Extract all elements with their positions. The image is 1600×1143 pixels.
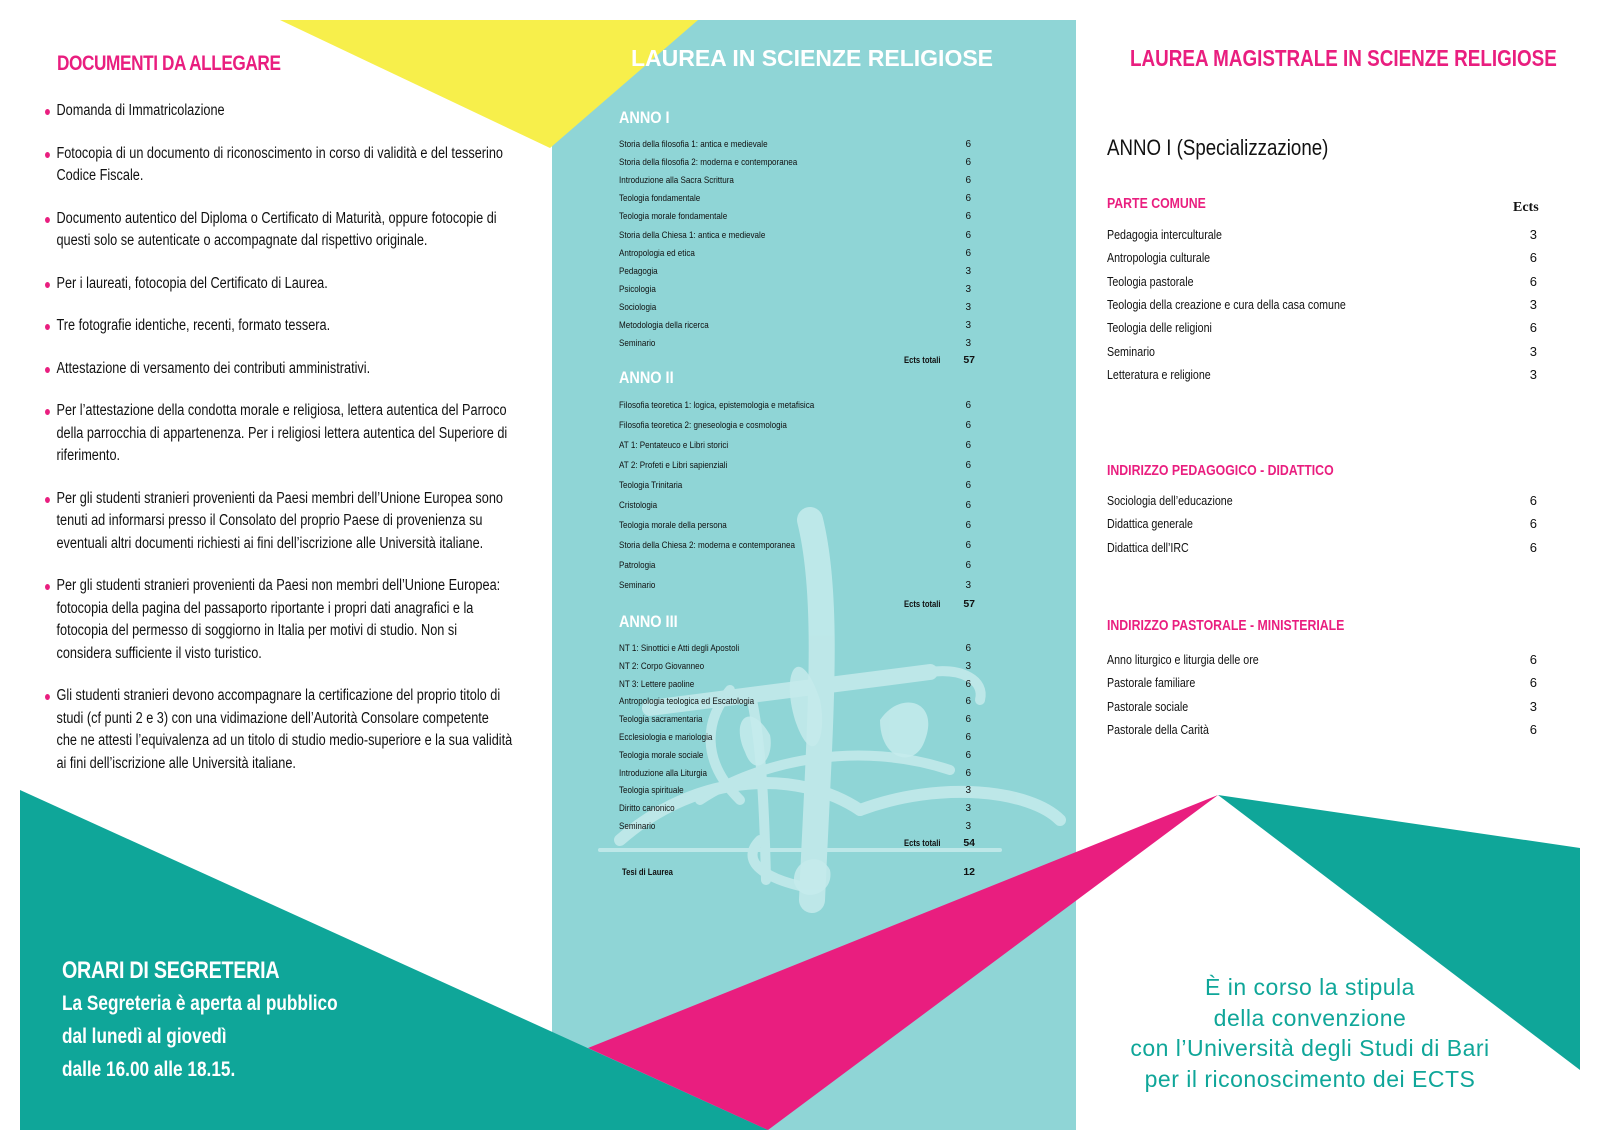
course-name: Filosofia teoretica 2: gneseologia e cosmologia — [619, 420, 787, 431]
course-name: Storia della Chiesa 1: antica e medievale — [619, 229, 766, 241]
course-name: Diritto canonico — [619, 803, 675, 815]
course-ects: 6 — [965, 211, 971, 223]
course-name: Storia della Chiesa 2: moderna e contemporanea — [619, 540, 795, 551]
total-row — [619, 353, 981, 369]
year-2-title: ANNO II — [619, 368, 674, 387]
table-row — [619, 301, 981, 317]
table-row — [619, 319, 981, 335]
list-item — [45, 143, 512, 188]
list-item-text: Documento autentico del Diploma o Certificato di Maturità, oppure fotocopie di questi solo se autenticate o accompagnate dal rispettivo originale. — [56, 209, 497, 249]
course-ects: 6 — [965, 749, 971, 761]
year-1-title: ANNO I — [619, 108, 670, 127]
course-name: Pedagogia interculturale — [1107, 227, 1222, 242]
course-name: Teologia pastorale — [1107, 273, 1194, 289]
table-row — [619, 459, 981, 475]
table-row — [619, 439, 981, 455]
course-name: Sociologia dell’educazione — [1107, 493, 1233, 508]
course-name: Teologia fondamentale — [619, 193, 701, 205]
office-hours-line: La Segreteria è aperta al pubblico — [62, 992, 338, 1015]
table-row — [619, 419, 981, 435]
course-name: Introduzione alla Sacra Scrittura — [619, 175, 734, 187]
course-ects: 6 — [965, 460, 971, 471]
course-ects: 3 — [1529, 296, 1537, 312]
course-ects: 3 — [965, 660, 971, 672]
course-ects: 6 — [965, 420, 971, 431]
course-name: Filosofia teoretica 1: logica, epistemologia e metafisica — [619, 400, 815, 411]
course-ects: 6 — [965, 229, 971, 241]
office-hours-line: dalle 16.00 alle 18.15. — [62, 1058, 236, 1081]
course-name: Metodologia della ricerca — [619, 320, 709, 331]
course-ects: 6 — [965, 714, 971, 726]
master-year-title: ANNO I (Specializzazione) — [1107, 135, 1329, 160]
course-name: Storia della filosofia 2: moderna e contemporanea — [619, 157, 798, 169]
table-row — [1107, 492, 1537, 512]
table-row — [619, 499, 981, 515]
common-section-title: PARTE COMUNE — [1107, 195, 1206, 212]
course-name: Cristologia — [619, 500, 658, 511]
table-row — [619, 802, 981, 818]
bullet-icon — [45, 217, 50, 223]
course-ects: 6 — [965, 139, 971, 150]
course-ects: 6 — [1529, 516, 1537, 532]
course-name: Seminario — [619, 821, 656, 832]
course-ects: 6 — [965, 247, 971, 259]
course-ects: 6 — [965, 157, 971, 169]
course-name: Teologia morale della persona — [619, 520, 727, 531]
course-name: Sociologia — [619, 301, 657, 313]
table-row — [619, 579, 981, 595]
table-row — [619, 247, 981, 263]
course-name: Psicologia — [619, 283, 656, 295]
course-name: Teologia spirituale — [619, 785, 684, 797]
course-name: Didattica dell’IRC — [1107, 539, 1189, 555]
table-row — [1107, 319, 1537, 339]
course-ects: 3 — [1529, 366, 1537, 382]
ects-header: Ects — [1513, 200, 1539, 215]
table-row — [619, 749, 981, 765]
total-label: Ects totali — [904, 355, 941, 366]
list-item — [45, 685, 512, 775]
course-ects: 3 — [965, 821, 971, 832]
list-item — [45, 273, 512, 296]
course-ects: 3 — [965, 803, 971, 815]
list-item — [45, 488, 512, 556]
table-row — [619, 820, 981, 836]
table-row — [619, 519, 981, 535]
course-name: AT 1: Pentateuco e Libri storici — [619, 440, 729, 451]
table-row — [1107, 366, 1537, 386]
course-name: Ecclesiologia e mariologia — [619, 732, 713, 743]
course-name: Didattica generale — [1107, 516, 1193, 532]
course-name: Antropologia teologica ed Escatologia — [619, 696, 755, 708]
thesis-row — [619, 865, 981, 881]
table-row — [1107, 343, 1537, 363]
course-ects: 6 — [965, 480, 971, 491]
table-row — [619, 283, 981, 299]
course-name: AT 2: Profeti e Libri sapienziali — [619, 460, 728, 471]
table-row — [1107, 698, 1537, 718]
course-ects: 3 — [1529, 227, 1537, 242]
table-row — [619, 229, 981, 245]
total-label: Ects totali — [904, 599, 941, 609]
course-ects: 3 — [965, 338, 971, 350]
table-row — [1107, 674, 1537, 694]
documents-title: DOCUMENTI DA ALLEGARE — [57, 52, 281, 75]
table-row — [619, 138, 981, 154]
course-ects: 3 — [965, 320, 971, 331]
list-item-text: Domanda di Immatricolazione — [56, 102, 225, 119]
bullet-icon — [45, 152, 50, 158]
bullet-icon — [45, 584, 50, 590]
course-ects: 6 — [1529, 539, 1537, 555]
table-row — [619, 559, 981, 575]
course-name: Pedagogia — [619, 265, 658, 277]
course-name: Pastorale sociale — [1107, 698, 1189, 714]
notice-line: della convenzione — [1213, 1004, 1407, 1031]
documents-list — [45, 100, 512, 775]
table-row — [619, 337, 981, 353]
course-ects: 6 — [965, 732, 971, 743]
course-ects: 3 — [965, 283, 971, 295]
course-ects: 6 — [1529, 652, 1537, 667]
course-ects: 6 — [1529, 721, 1537, 737]
table-row — [1107, 249, 1537, 269]
course-name: Anno liturgico e liturgia delle ore — [1107, 652, 1259, 667]
course-name: Seminario — [619, 580, 656, 591]
notice-line: È in corso la stipula — [1205, 974, 1415, 1000]
table-row — [1107, 273, 1537, 293]
notice-line: con l’Università degli Studi di Bari — [1130, 1035, 1490, 1061]
course-name: Seminario — [1107, 343, 1155, 359]
course-name: Antropologia culturale — [1107, 250, 1211, 266]
course-ects: 6 — [1529, 493, 1537, 508]
course-ects: 6 — [965, 767, 971, 779]
course-ects: 6 — [965, 643, 971, 654]
course-name: Introduzione alla Liturgia — [619, 767, 707, 779]
course-ects: 6 — [965, 696, 971, 708]
table-row — [619, 713, 981, 729]
bullet-icon — [45, 497, 50, 503]
course-ects: 3 — [965, 580, 971, 591]
table-row — [619, 539, 981, 555]
bullet-icon — [45, 409, 50, 415]
list-item — [45, 575, 512, 665]
total-row — [619, 597, 981, 613]
table-row — [619, 767, 981, 783]
office-hours-title: ORARI DI SEGRETERIA — [62, 957, 280, 984]
course-name: Letteratura e religione — [1107, 366, 1211, 382]
course-ects: 6 — [1529, 320, 1537, 336]
course-name: Teologia morale fondamentale — [619, 211, 728, 223]
table-row — [619, 174, 981, 190]
course-ects: 6 — [965, 440, 971, 451]
course-ects: 6 — [965, 500, 971, 511]
total-label: Ects totali — [904, 837, 941, 848]
bachelor-title: LAUREA IN SCIENZE RELIGIOSE — [630, 45, 994, 71]
list-item — [45, 100, 512, 123]
table-row — [619, 399, 981, 415]
course-ects: 6 — [1529, 250, 1537, 266]
bullet-icon — [45, 282, 50, 288]
course-name: Teologia della creazione e cura della casa comune — [1107, 296, 1346, 312]
total-value: 54 — [963, 836, 975, 849]
bullet-icon — [45, 367, 50, 373]
thesis-ects: 12 — [963, 866, 975, 878]
list-item-text: Per gli studenti stranieri provenienti da Paesi non membri dell’Unione Europea: fotocopia della pagina del passaporto riportante i propri dati anagrafici e la fotocopia del permesso di soggiorno in Italia per motivi di studio. Non si considera sufficiente il visto turistico. — [56, 577, 501, 662]
course-ects: 6 — [1529, 273, 1537, 289]
list-item-text: Gli studenti stranieri devono accompagnare la certificazione del proprio titolo di studi (cf punti 2 e 3) con una vidimazione dell’Autorità Consolare competente che ne attesti l’equivalenza ad un titolo di studio medio-superiore e la sua validità ai fini dell’iscrizione alle Università italiane. — [56, 687, 513, 772]
total-row — [619, 836, 981, 852]
course-ects: 3 — [1529, 343, 1537, 359]
agreement-notice — [1090, 972, 1530, 1094]
table-row — [619, 660, 981, 676]
course-ects: 6 — [965, 540, 971, 551]
table-row — [619, 642, 981, 658]
course-ects: 6 — [965, 400, 971, 411]
pedagogical-section-title: INDIRIZZO PEDAGOGICO - DIDATTICO — [1107, 462, 1334, 479]
table-row — [1107, 721, 1537, 741]
bullet-icon — [45, 324, 50, 330]
list-item — [45, 315, 512, 338]
table-row — [1107, 539, 1537, 559]
master-title: LAUREA MAGISTRALE IN SCIENZE RELIGIOSE — [1130, 45, 1557, 71]
year-3-title: ANNO III — [619, 612, 678, 631]
course-ects: 6 — [1529, 675, 1537, 691]
table-row — [619, 695, 981, 711]
office-hours-line: dal lunedì al giovedì — [62, 1025, 227, 1048]
table-row — [1107, 651, 1537, 671]
list-item — [45, 400, 512, 468]
course-name: Teologia Trinitaria — [619, 480, 683, 491]
table-row — [1107, 296, 1537, 316]
course-name: Pastorale familiare — [1107, 675, 1196, 691]
course-name: NT 3: Lettere paoline — [619, 678, 695, 690]
total-value: 57 — [963, 598, 975, 610]
thesis-label: Tesi di Laurea — [622, 867, 673, 877]
table-row — [619, 192, 981, 208]
list-item-text: Per l’attestazione della condotta morale e religiosa, lettera autentica del Parroco della parrocchia di appartenenza. Per i religiosi lettera autentica del Superiore di riferimento. — [56, 402, 508, 464]
table-row — [619, 731, 981, 747]
list-item — [45, 358, 512, 381]
course-ects: 6 — [965, 193, 971, 205]
list-item — [45, 208, 512, 253]
table-row — [619, 210, 981, 226]
course-name: Seminario — [619, 338, 656, 350]
course-name: Storia della filosofia 1: antica e medievale — [619, 139, 768, 150]
list-item-text: Per gli studenti stranieri provenienti da Paesi membri dell’Unione Europea sono tenuti ad informarsi presso il Consolato del proprio Paese di provenienza su eventuali altri documenti richiesti ai fini dell’iscrizione alle Università italiane. — [56, 489, 503, 552]
table-row — [619, 479, 981, 495]
course-ects: 3 — [965, 785, 971, 797]
table-row — [619, 265, 981, 281]
list-item-text: Tre fotografie identiche, recenti, formato tessera. — [56, 317, 331, 334]
list-item-text: Attestazione di versamento dei contributi amministrativi. — [56, 359, 371, 377]
total-value: 57 — [963, 354, 975, 367]
course-name: Teologia morale sociale — [619, 749, 704, 761]
course-name: Teologia delle religioni — [1107, 320, 1212, 336]
course-ects: 6 — [965, 560, 971, 571]
course-name: NT 1: Sinottici e Atti degli Apostoli — [619, 643, 740, 654]
course-ects: 6 — [965, 520, 971, 531]
course-ects: 6 — [965, 678, 971, 690]
course-ects: 3 — [1529, 698, 1537, 714]
notice-line: per il riconoscimento dei ECTS — [1144, 1065, 1476, 1092]
course-ects: 3 — [965, 301, 971, 313]
course-name: Patrologia — [619, 560, 656, 571]
table-row — [619, 678, 981, 694]
bullet-icon — [45, 109, 50, 115]
course-name: Antropologia ed etica — [619, 247, 695, 259]
course-ects: 3 — [965, 265, 971, 277]
course-name: NT 2: Corpo Giovanneo — [619, 660, 705, 672]
list-item-text: Per i laureati, fotocopia del Certificato di Laurea. — [56, 274, 328, 292]
bullet-icon — [45, 694, 50, 700]
list-item-text: Fotocopia di un documento di riconoscimento in corso di validità e del tesserino Codice Fiscale. — [56, 144, 503, 184]
office-hours — [62, 955, 338, 1086]
course-name: Pastorale della Carità — [1107, 721, 1209, 737]
table-row — [1107, 226, 1537, 246]
table-row — [619, 156, 981, 172]
course-ects: 6 — [965, 175, 971, 187]
course-name: Teologia sacramentaria — [619, 714, 703, 726]
table-row — [619, 784, 981, 800]
pastoral-section-title: INDIRIZZO PASTORALE - MINISTERIALE — [1107, 617, 1345, 634]
table-row — [1107, 515, 1537, 535]
